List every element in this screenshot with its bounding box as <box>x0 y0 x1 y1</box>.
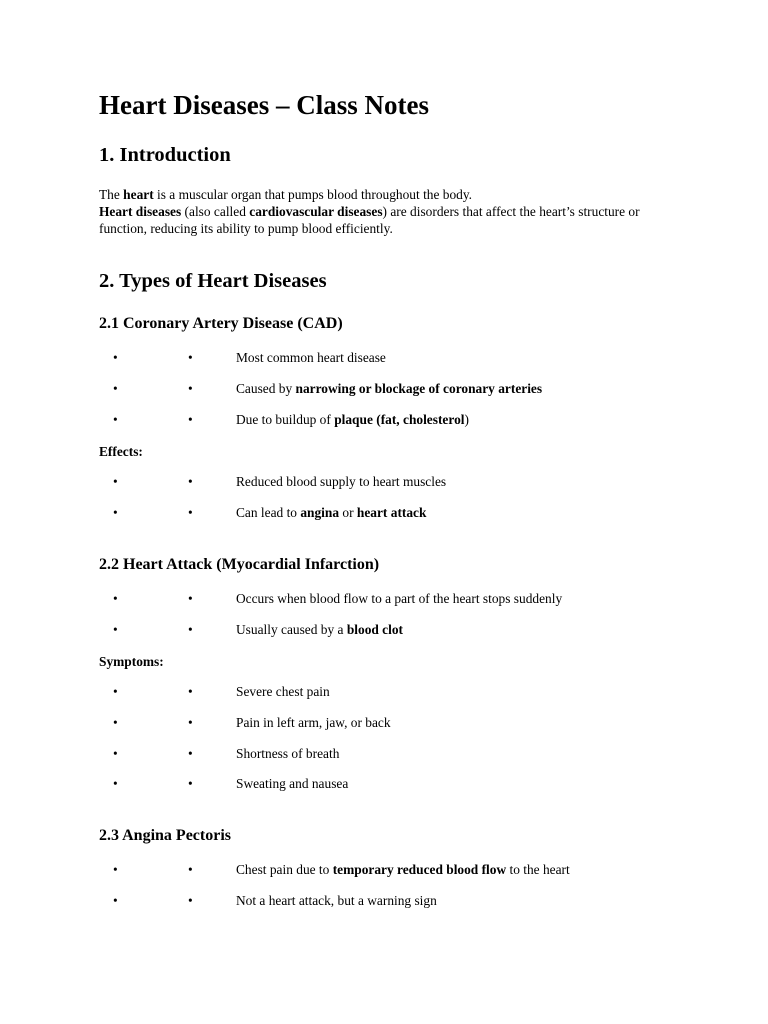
bullet-icon: • <box>113 591 118 606</box>
list-item <box>0 861 768 879</box>
list-item <box>0 411 768 429</box>
bullet-icon: • <box>113 474 118 489</box>
list-item <box>0 745 768 763</box>
bullet-icon: • <box>188 746 193 761</box>
bullet-icon: • <box>188 591 193 606</box>
bullet-icon: • <box>188 893 193 908</box>
list-item <box>0 349 768 367</box>
list-item-text: Pain in left arm, jaw, or back <box>236 715 391 730</box>
intro-paragraph <box>99 186 659 237</box>
list-item-text: Most common heart disease <box>236 350 386 365</box>
subsection-heading-heart-attack: 2.2 Heart Attack (Myocardial Infarction) <box>99 556 380 573</box>
intro-line-1: The heart is a muscular organ that pumps blood throughout the body. <box>99 187 473 202</box>
bullet-icon: • <box>188 412 193 427</box>
intro-line-2: Heart diseases (also called cardiovascular diseases) are disorders that affect the heart’s structure or function, reducing its ability to pump blood efficiently. <box>99 204 640 236</box>
bullet-icon: • <box>113 412 118 427</box>
list-item <box>0 590 768 608</box>
list-item <box>0 504 768 522</box>
section-heading-types: 2. Types of Heart Diseases <box>99 270 327 292</box>
subsection-heading-cad: 2.1 Coronary Artery Disease (CAD) <box>99 315 343 332</box>
list-item <box>0 473 768 491</box>
bullet-icon: • <box>113 684 118 699</box>
bullet-icon: • <box>188 474 193 489</box>
bullet-icon: • <box>188 350 193 365</box>
list-item-text: Severe chest pain <box>236 684 330 699</box>
list-item-text: Can lead to angina or heart attack <box>236 505 427 520</box>
bullet-icon: • <box>113 381 118 396</box>
page-title: Heart Diseases – Class Notes <box>99 90 429 120</box>
list-item-text: Sweating and nausea <box>236 776 349 791</box>
list-item <box>0 683 768 701</box>
list-item <box>0 892 768 910</box>
list-item-text: Due to buildup of plaque (fat, cholesterol) <box>236 412 469 427</box>
symptoms-label: Symptoms: <box>99 654 164 669</box>
list-item <box>0 775 768 793</box>
bullet-icon: • <box>113 715 118 730</box>
bullet-icon: • <box>188 505 193 520</box>
bullet-icon: • <box>188 684 193 699</box>
list-item-text: Reduced blood supply to heart muscles <box>236 474 447 489</box>
section-heading-introduction: 1. Introduction <box>99 144 231 166</box>
bullet-icon: • <box>113 350 118 365</box>
list-item-text: Usually caused by a blood clot <box>236 622 403 637</box>
bullet-icon: • <box>188 622 193 637</box>
bullet-icon: • <box>188 862 193 877</box>
list-item <box>0 621 768 639</box>
list-item <box>0 380 768 398</box>
bullet-icon: • <box>188 715 193 730</box>
list-item-text: Not a heart attack, but a warning sign <box>236 893 437 908</box>
list-item-text: Caused by narrowing or blockage of coronary arteries <box>236 381 543 396</box>
bullet-icon: • <box>113 746 118 761</box>
list-item-text: Chest pain due to temporary reduced blood flow to the heart <box>236 862 570 877</box>
list-item <box>0 714 768 732</box>
bullet-icon: • <box>113 893 118 908</box>
list-item-text: Occurs when blood flow to a part of the heart stops suddenly <box>236 591 563 606</box>
bullet-icon: • <box>188 381 193 396</box>
subsection-heading-angina: 2.3 Angina Pectoris <box>99 827 231 844</box>
bullet-icon: • <box>113 862 118 877</box>
bullet-icon: • <box>113 505 118 520</box>
bullet-icon: • <box>113 776 118 791</box>
bullet-icon: • <box>188 776 193 791</box>
effects-label: Effects: <box>99 444 143 459</box>
list-item-text: Shortness of breath <box>236 746 340 761</box>
bullet-icon: • <box>113 622 118 637</box>
